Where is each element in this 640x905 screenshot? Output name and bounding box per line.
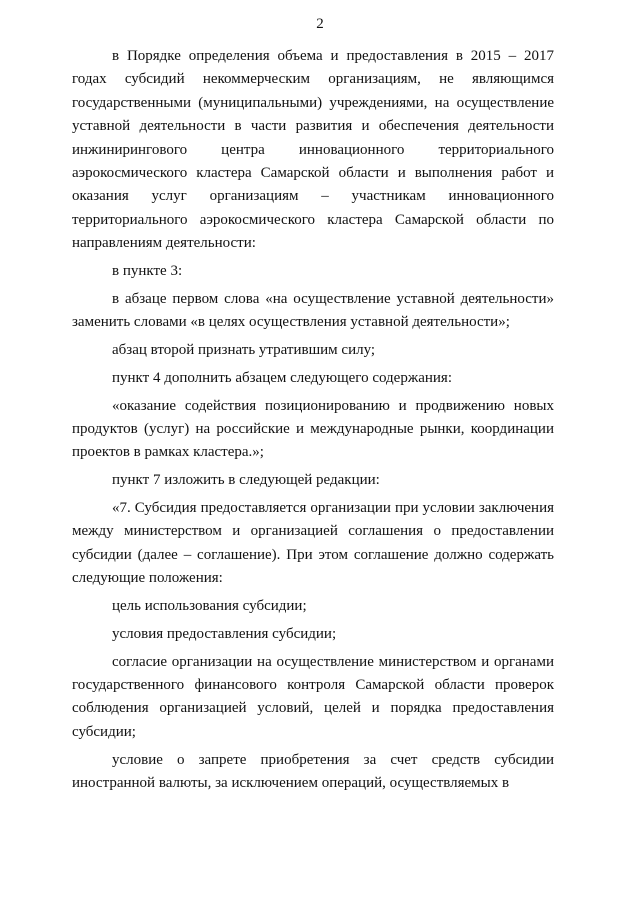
paragraph-subsidy-condition: «7. Субсидия предоставляется организации при условии заключения между министерством и организацией соглашения о предоставлении субсидии (далее – соглашение). При этом соглашение должно содержать следующие положения: xyxy=(72,500,554,587)
paragraph-procedure-title: в Порядке определения объема и предоставления в 2015 – 2017 годах субсидий некоммерческим организациям, не являющимся государственными (муниципальными) учреждениями, на осуществление уставной деятельности в части развития и обеспечения деятельности инжинирингового центра инновационного территориального аэрокосмического кластера Самарской области и выполнения работ и оказания услуг организациям – участникам инновационного территориального аэрокосмического кластера Самарской области по направлениям деятельности: xyxy=(72,48,554,252)
paragraph-second-clause-void: абзац второй признать утратившим силу; xyxy=(112,342,376,359)
document-body xyxy=(72,45,554,795)
paragraph-first-clause-replace: в абзаце первом слова «на осуществление уставной деятельности» заменить словами «в целях осуществления уставной деятельности»; xyxy=(72,290,554,331)
paragraph-promotion-clause: «оказание содействия позиционированию и продвижению новых продуктов (услуг) на российские и международные рынки, координации проектов в рамках кластера.»; xyxy=(72,397,554,461)
paragraph-point-3: в пункте 3: xyxy=(112,263,183,280)
paragraph-point-7-edit: пункт 7 изложить в следующей редакции: xyxy=(112,472,380,489)
paragraph-point-4-addition: пункт 4 дополнить абзацем следующего содержания: xyxy=(112,369,452,386)
paragraph-audit-consent: согласие организации на осуществление министерством и органами государственного финансового контроля Самарской области проверок соблюдения организацией условий, целей и порядка предоставления субсидии; xyxy=(72,653,554,740)
paragraph-subsidy-purpose: цель использования субсидии; xyxy=(112,598,307,615)
paragraph-subsidy-terms: условия предоставления субсидии; xyxy=(112,625,337,642)
page-number: 2 xyxy=(316,16,324,32)
paragraph-currency-prohibition: условие о запрете приобретения за счет средств субсидии иностранной валюты, за исключением операций, осуществляемых в xyxy=(72,751,554,792)
